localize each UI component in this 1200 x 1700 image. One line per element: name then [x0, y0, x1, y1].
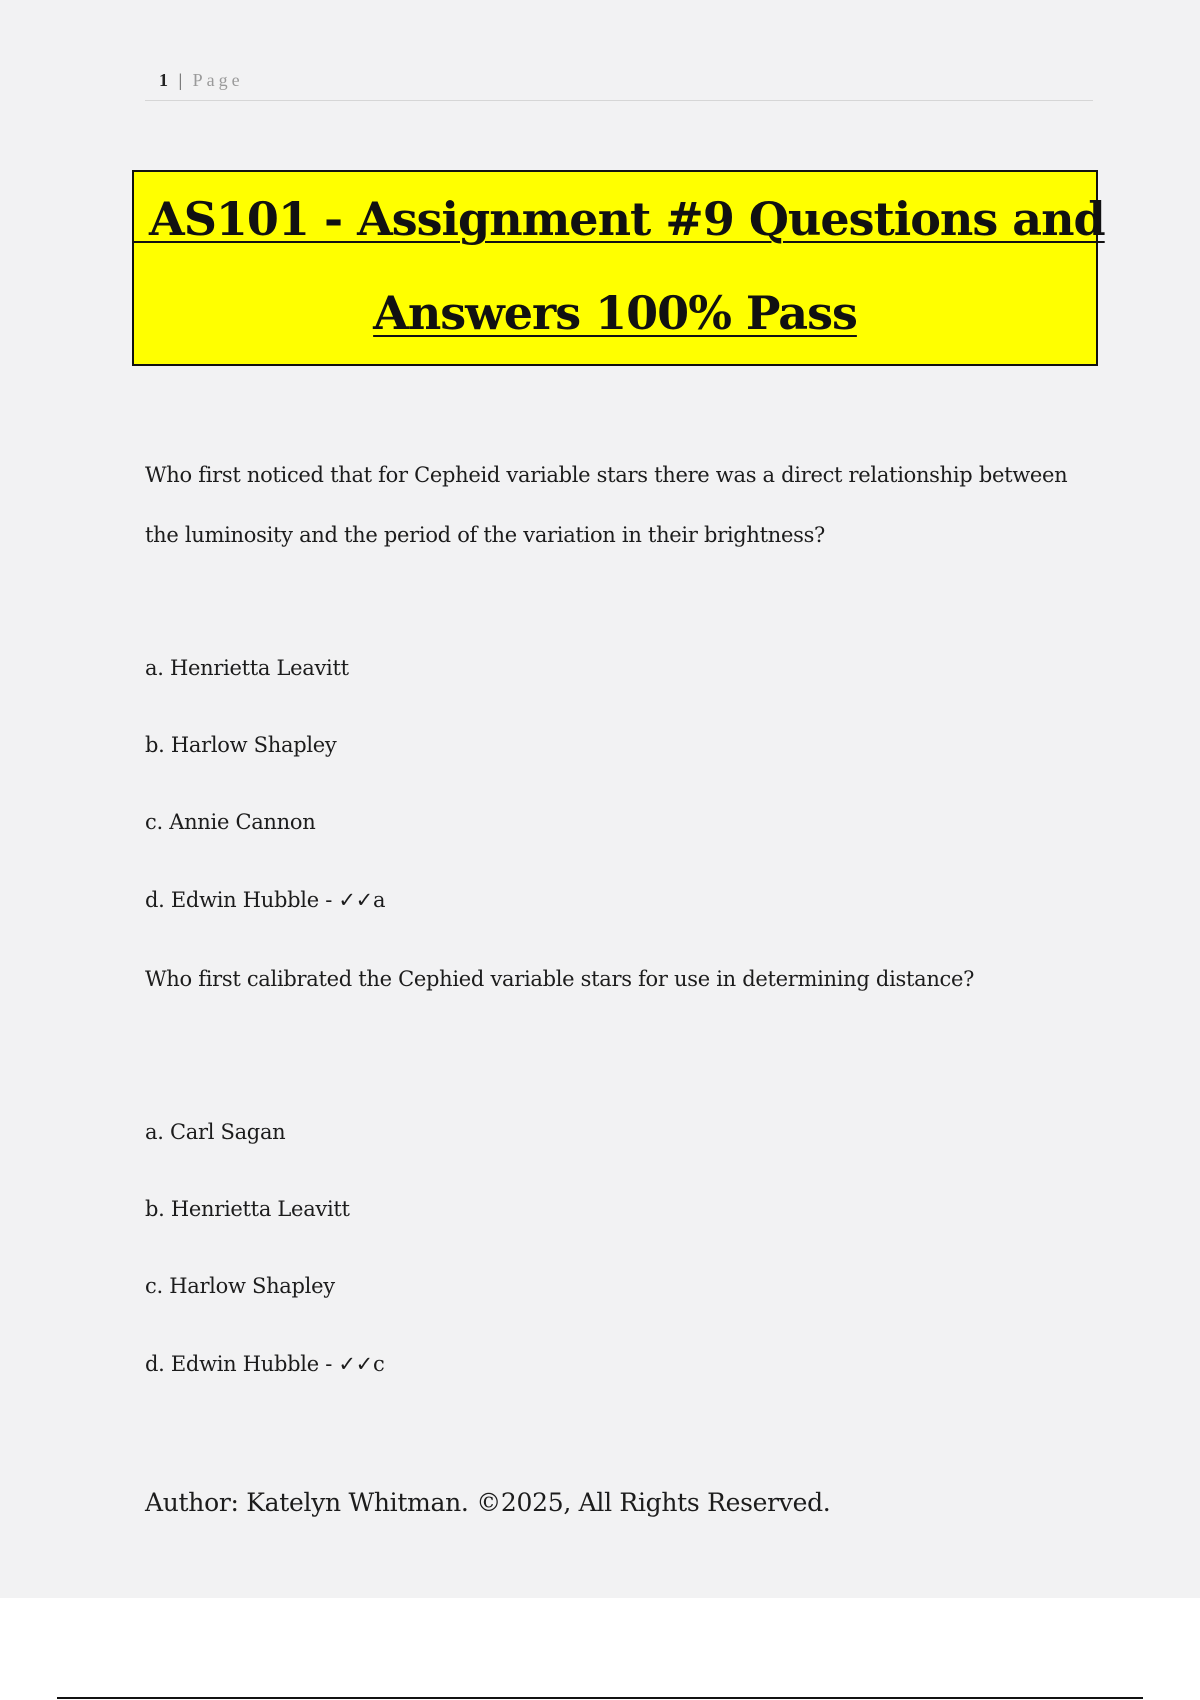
question-1-option-b: b. Harlow Shapley [145, 733, 337, 757]
question-2-option-d: d. Edwin Hubble - ✓✓c [145, 1352, 385, 1376]
author-footer: Author: Katelyn Whitman. ©2025, All Rights Reserved. [145, 1488, 831, 1517]
title-line-2: Answers 100% Pass [373, 286, 857, 340]
question-2-option-a: a. Carl Sagan [145, 1120, 286, 1144]
page-label: Page [192, 70, 244, 90]
page-separator: | [178, 70, 184, 90]
title-line-1: AS101 - Assignment #9 Questions and [134, 192, 1105, 246]
question-2-option-c: c. Harlow Shapley [145, 1274, 335, 1298]
question-1-option-d: d. Edwin Hubble - ✓✓a [145, 888, 386, 912]
bottom-divider [57, 1697, 1143, 1699]
question-1-text: Who first noticed that for Cepheid variable stars there was a direct relationship between the luminosity and the period of the variation in their brightness? [145, 463, 1068, 547]
question-2-option-b: b. Henrietta Leavitt [145, 1197, 350, 1221]
page-header [145, 70, 1093, 101]
question-1-option-c: c. Annie Cannon [145, 810, 316, 834]
question-2-text: Who first calibrated the Cephied variable stars for use in determining distance? [145, 967, 975, 991]
page-number: 1 [159, 70, 169, 90]
question-1-option-a: a. Henrietta Leavitt [145, 656, 349, 680]
title-banner [132, 170, 1105, 366]
